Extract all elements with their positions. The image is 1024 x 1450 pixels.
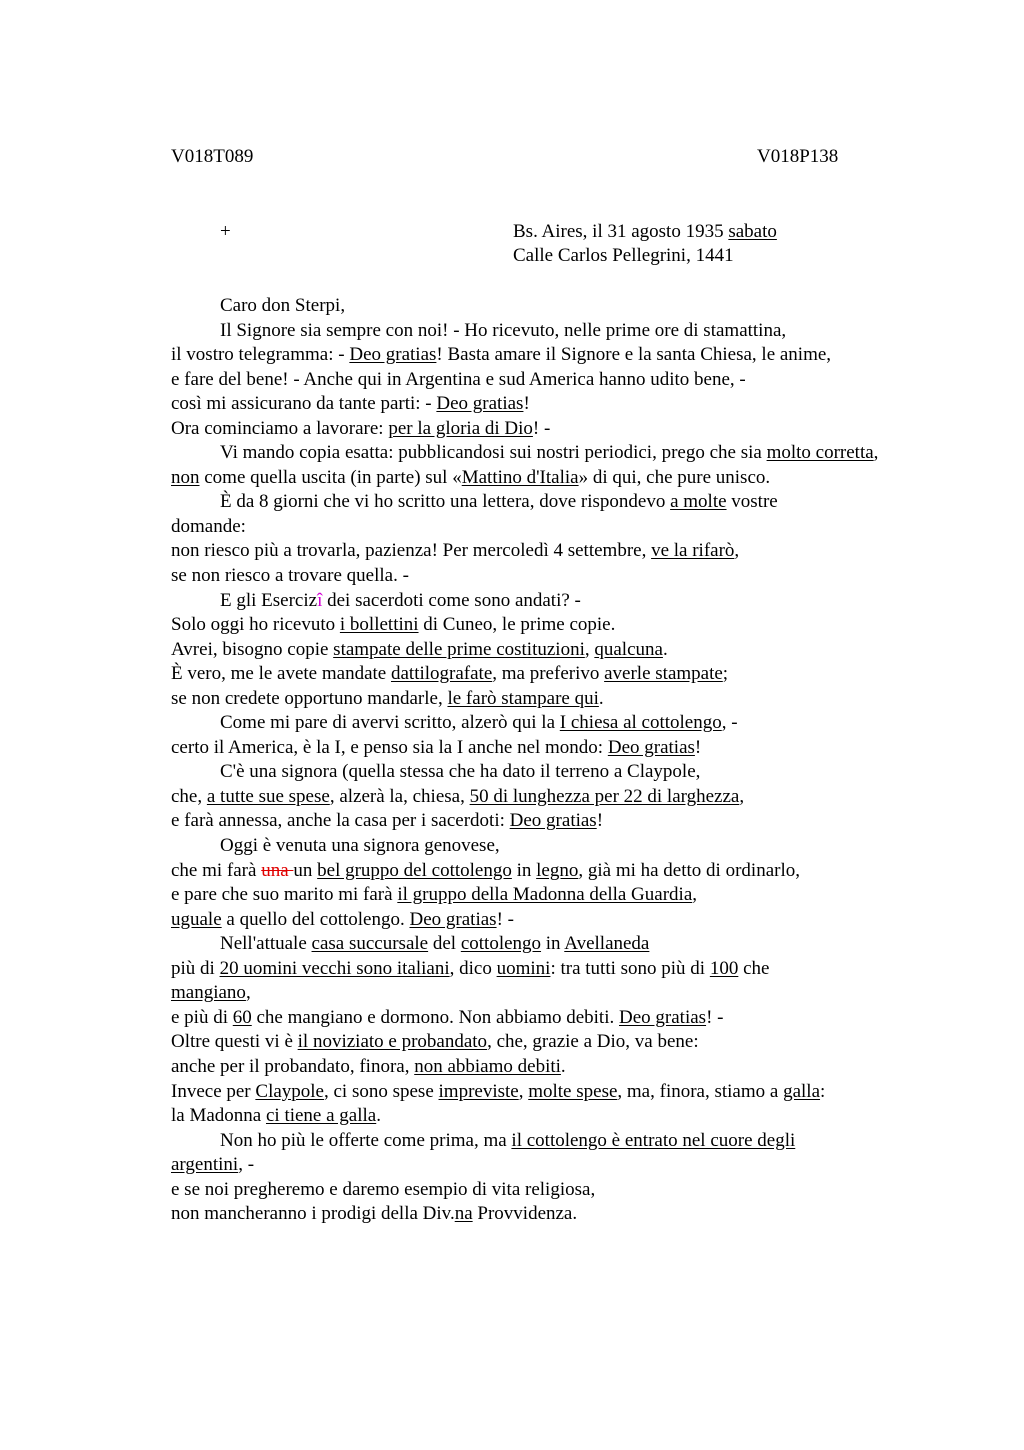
letter-line <box>171 490 971 515</box>
place-date: Bs. Aires, il 31 agosto 1935 <box>513 221 724 242</box>
letter-line <box>171 859 971 884</box>
text-run: , <box>873 442 879 464</box>
text-run: in <box>541 933 565 955</box>
underlined-text: Mattino d'Italia <box>461 466 579 488</box>
text-run: in <box>511 859 537 881</box>
text-run: ; <box>722 663 729 685</box>
document-code-right: V018P138 <box>757 146 839 167</box>
letter-line <box>171 662 971 687</box>
text-run: , <box>739 785 745 807</box>
underlined-text: cottolengo <box>460 933 542 955</box>
place-date-line <box>513 221 777 243</box>
text-run: Vi mando copia esatta: pubblicandosi sui nostri periodici, prego che sia <box>220 442 767 464</box>
letter-line <box>171 564 971 589</box>
letter-line <box>171 1202 971 1227</box>
letter-line <box>171 932 971 957</box>
text-run: ! <box>694 736 702 758</box>
underlined-text: casa succursale <box>311 933 429 955</box>
letter-line <box>171 539 971 564</box>
text-run: che mangiano e dormono. Non abbiamo debiti. <box>251 1006 619 1028</box>
underlined-text: molte spese <box>528 1080 618 1102</box>
text-run: a quello del cottolengo. <box>221 908 410 930</box>
text-run: , dico <box>449 957 497 979</box>
underlined-text: Avellaneda <box>564 933 650 955</box>
text-run: Provvidenza. <box>472 1203 578 1225</box>
underlined-text: le farò stampare qui <box>447 687 599 709</box>
underlined-text: ve la rifarò <box>651 540 735 562</box>
text-run: e pare che suo marito mi farà <box>171 884 398 906</box>
letter-line <box>171 736 971 761</box>
underlined-text: Deo gratias <box>436 393 524 415</box>
text-run: se non riesco a trovare quella. - <box>171 565 409 587</box>
underlined-text: dattilografate <box>390 663 493 685</box>
letter-line <box>171 613 971 638</box>
letter-line <box>171 809 971 834</box>
text-run: , ma preferivo <box>492 663 605 685</box>
underlined-text: non <box>171 466 200 488</box>
text-run: e fare del bene! - Anche qui in Argentina e sud America hanno udito bene, - <box>171 368 746 390</box>
text-run: e farà annessa, anche la casa per i sacerdoti: <box>171 810 510 832</box>
underlined-text: qualcuna <box>594 638 663 660</box>
text-run: , - <box>721 712 738 734</box>
text-run: ! <box>523 393 530 415</box>
text-run: , che, grazie a Dio, va bene: <box>487 1031 699 1053</box>
letter-line <box>171 1104 971 1129</box>
underlined-text: non abbiamo debiti <box>414 1055 561 1077</box>
text-run: un <box>293 859 318 881</box>
underlined-text: averle stampate <box>604 663 723 685</box>
text-run: e più di <box>171 1006 233 1028</box>
underlined-text: I chiesa al cottolengo <box>559 712 722 734</box>
text-run: ! - <box>496 908 514 930</box>
letter-line <box>171 1006 971 1031</box>
text-run: , già mi ha detto di ordinarlo, <box>578 859 800 881</box>
letter-line <box>171 1030 971 1055</box>
text-run: ! Basta amare il Signore e la santa Chiesa, le anime, <box>436 344 832 366</box>
letter-line <box>171 368 971 393</box>
text-run: più di <box>171 957 220 979</box>
address-line: Calle Carlos Pellegrini, 1441 <box>513 245 734 266</box>
text-run: , <box>245 982 251 1004</box>
text-run: Oggi è venuta una signora genovese, <box>220 835 500 857</box>
text-run: non riesco più a trovarla, pazienza! Per mercoledì 4 settembre, <box>171 540 652 562</box>
text-run: Caro don Sterpi, <box>220 295 346 316</box>
text-run: ! - <box>706 1006 724 1028</box>
text-run: se non credete opportuno mandarle, <box>171 687 448 709</box>
text-run: la Madonna <box>171 1105 266 1127</box>
text-run: Solo oggi ho ricevuto <box>171 614 340 636</box>
underlined-text: a tutte sue spese <box>206 785 330 807</box>
underlined-text: il noviziato e probandato <box>297 1031 488 1053</box>
text-run: : tra tutti sono più di <box>550 957 710 979</box>
text-run: C'è una signora (quella stessa che ha dato il terreno a Claypole, <box>220 761 701 783</box>
underlined-text: mangiano <box>171 982 246 1004</box>
letter-line <box>171 908 971 933</box>
text-run: E gli Esercizî <box>220 589 323 611</box>
text-run: domande: <box>171 515 246 537</box>
underlined-text: argentini <box>171 1154 239 1176</box>
letter-line <box>171 883 971 908</box>
underlined-text: uomini <box>496 957 551 979</box>
text-run: ! <box>596 810 604 832</box>
letter-line <box>171 392 971 417</box>
letter-line <box>171 1055 971 1080</box>
text-run: che, <box>171 785 207 807</box>
text-run: , ci sono spese <box>324 1080 439 1102</box>
text-run: certo il America, è la I, e penso sia la I anche nel mondo: <box>171 736 608 758</box>
underlined-text: 20 uomini vecchi sono italiani <box>219 957 450 979</box>
text-run: Non ho più le offerte come prima, ma <box>220 1129 512 1151</box>
letter-line <box>171 294 971 319</box>
text-run: Il Signore sia sempre con noi! - Ho ricevuto, nelle prime ore di stamattina, <box>220 319 787 341</box>
underlined-text: Deo gratias <box>409 908 497 930</box>
underlined-text: il cottolengo è entrato nel cuore degli <box>511 1129 796 1151</box>
letter-line <box>171 343 971 368</box>
underlined-text: stampate delle prime costituzioni <box>333 638 585 660</box>
letter-line <box>171 785 971 810</box>
underlined-text: Deo gratias <box>509 810 597 832</box>
highlighted-char: î <box>317 589 323 611</box>
underlined-text: Deo gratias <box>619 1006 707 1028</box>
text-run: , <box>584 638 595 660</box>
text-run: vostre <box>726 491 778 513</box>
text-run: . <box>598 687 604 709</box>
letter-line <box>171 957 971 982</box>
document-code-left: V018T089 <box>171 146 254 167</box>
text-run: dei sacerdoti come sono andati? - <box>322 589 581 611</box>
text-run: , <box>734 540 740 562</box>
letter-line <box>171 760 971 785</box>
underlined-text: na <box>454 1203 473 1225</box>
weekday: sabato <box>728 221 777 242</box>
text-run: Oltre questi vi è <box>171 1031 298 1053</box>
underlined-text: ci tiene a galla <box>265 1105 377 1127</box>
text-run: , <box>692 884 697 906</box>
text-run: Invece per <box>171 1080 256 1102</box>
underlined-text: galla <box>783 1080 821 1102</box>
underlined-text: Deo gratias <box>349 344 437 366</box>
letter-line <box>171 417 971 442</box>
underlined-text: molto corretta <box>766 442 874 464</box>
letter-line <box>171 1080 971 1105</box>
letter-line <box>171 981 971 1006</box>
text-run: di Cuneo, le prime copie. <box>418 614 616 636</box>
text-run: anche per il probandato, finora, <box>171 1055 415 1077</box>
underlined-text: bel gruppo del cottolengo <box>317 859 512 881</box>
underlined-text: a molte <box>670 491 727 513</box>
text-run: . <box>662 638 668 660</box>
struck-text: una <box>261 859 294 881</box>
underlined-text: Claypole <box>255 1080 324 1102</box>
underlined-text: legno <box>536 859 579 881</box>
text-run: non mancheranno i prodigi della Div. <box>171 1203 455 1225</box>
underlined-text: il gruppo della Madonna della Guardia <box>397 884 693 906</box>
text-run: . <box>560 1055 566 1077</box>
text-run: e se noi pregheremo e daremo esempio di vita religiosa, <box>171 1178 596 1200</box>
text-run: . <box>376 1105 381 1127</box>
underlined-text: Deo gratias <box>607 736 695 758</box>
letter-line <box>171 834 971 859</box>
underlined-text: per la gloria di Dio <box>388 417 533 439</box>
text-run: , ma, finora, stiamo a <box>617 1080 784 1102</box>
letter-line <box>171 515 971 540</box>
underlined-text: 60 <box>232 1006 252 1028</box>
text-run: il vostro telegramma: - <box>171 344 350 366</box>
letter-line <box>171 687 971 712</box>
letter-line <box>171 711 971 736</box>
text-run: È da 8 giorni che vi ho scritto una lettera, dove rispondevo <box>220 491 671 513</box>
text-run: : <box>820 1080 826 1102</box>
letter-line <box>171 1153 971 1178</box>
text-run: Avrei, bisogno copie <box>171 638 334 660</box>
text-run: Ora cominciamo a lavorare: <box>171 417 389 439</box>
text-run: che mi farà <box>171 859 262 881</box>
text-run: , <box>518 1080 529 1102</box>
text-run: Nell'attuale <box>220 933 312 955</box>
underlined-text: i bollettini <box>339 614 419 636</box>
text-run: ! - <box>532 417 551 439</box>
text-run: È vero, me le avete mandate <box>171 663 391 685</box>
text-run: , - <box>238 1154 255 1176</box>
cross-mark: + <box>220 221 231 242</box>
text-run: Come mi pare di avervi scritto, alzerò qui la <box>220 712 560 734</box>
letter-line <box>171 319 971 344</box>
letter-line <box>171 1129 971 1154</box>
text-run: così mi assicurano da tante parti: - <box>171 393 437 415</box>
underlined-text: uguale <box>171 908 222 930</box>
underlined-text: impreviste <box>438 1080 519 1102</box>
letter-line <box>171 441 971 466</box>
underlined-text: 50 di lunghezza per 22 di larghezza <box>469 785 740 807</box>
text-run: che <box>738 957 770 979</box>
text-run: , alzerà la, chiesa, <box>329 785 470 807</box>
text-run: del <box>428 933 461 955</box>
letter-body <box>171 294 971 1227</box>
text-run: » di qui, che pure unisco. <box>578 466 771 488</box>
letter-line <box>171 589 971 614</box>
letter-line <box>171 638 971 663</box>
letter-line <box>171 1178 971 1203</box>
letter-line <box>171 466 971 491</box>
underlined-text: 100 <box>709 957 739 979</box>
text-run: come quella uscita (in parte) sul « <box>199 466 462 488</box>
